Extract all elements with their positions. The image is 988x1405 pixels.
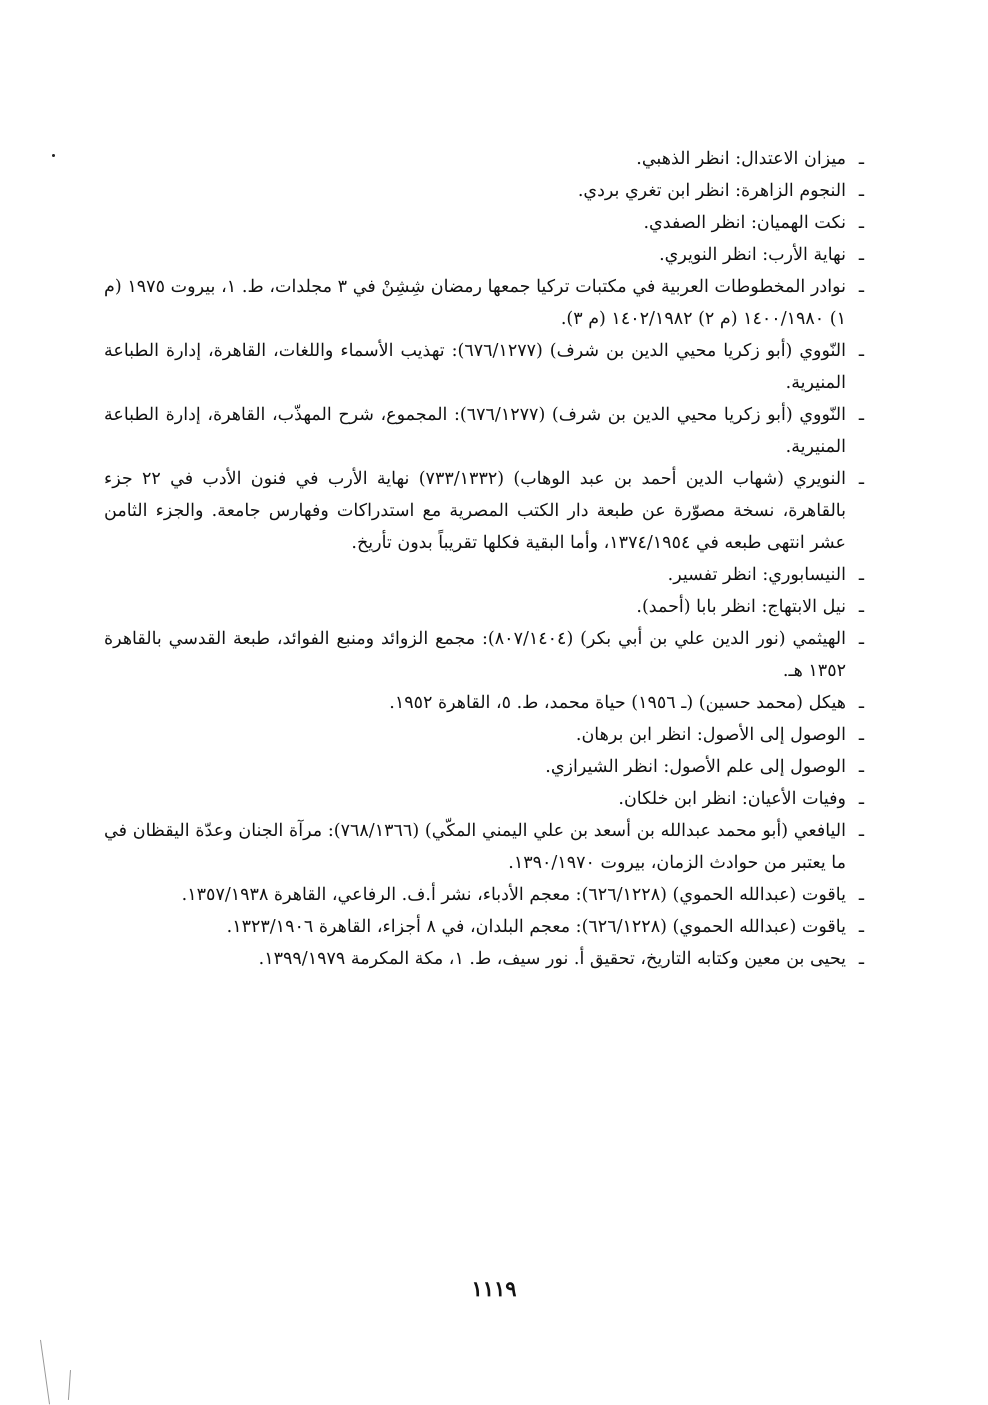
bibliography-entry (104, 751, 864, 783)
entry-text: ميزان الاعتدال: انظر الذهبي. (636, 149, 846, 169)
entry-text: النّووي (أبو زكريا محيي الدين بن شرف) (٦٧٦/١٢٧٧): المجموع، شرح المهذّب، القاهرة، إدارة الطباعة المنيرية. (104, 405, 847, 457)
entry-text: الوصول إلى علم الأصول: انظر الشيرازي. (545, 757, 846, 777)
entry-dash: ـ (858, 245, 864, 265)
entry-dash: ـ (858, 917, 864, 937)
bibliography-entry (104, 143, 864, 175)
bibliography-entry (104, 335, 864, 399)
entry-dash: ـ (858, 213, 864, 233)
entry-text: نكت الهميان: انظر الصفدي. (643, 213, 846, 233)
bibliography-entry (104, 239, 864, 271)
entry-text: نوادر المخطوطات العربية في مكتبات تركيا جمعها رمضان شِشِنْ في ٣ مجلدات، ط. ١، بيروت ١٩٧٥ (م ١) ١٤٠٠/١٩٨٠ (م ٢) ١٤٠٢/١٩٨٢ (م ٣). (104, 277, 847, 329)
entry-dash: ـ (858, 693, 864, 713)
scan-scratch (68, 1370, 71, 1400)
bibliography-entry (104, 591, 864, 623)
entry-text: النجوم الزاهرة: انظر ابن تغري بردي. (577, 181, 846, 201)
entry-text: ياقوت (عبدالله الحموي) (٦٢٦/١٢٢٨): معجم البلدان، في ٨ أجزاء، القاهرة ١٣٢٣/١٩٠٦. (226, 917, 846, 937)
bibliography-entry (104, 175, 864, 207)
bibliography-list (104, 143, 864, 975)
bibliography-entry (104, 879, 864, 911)
bibliography-entry (104, 783, 864, 815)
bibliography-entry (104, 207, 864, 239)
bibliography-entry (104, 399, 864, 463)
bibliography-entry (104, 719, 864, 751)
entry-dash: ـ (858, 949, 864, 969)
entry-dash: ـ (858, 277, 864, 297)
page-number: ١١١٩ (471, 1276, 517, 1301)
entry-text: النيسابوري: انظر تفسير. (667, 565, 846, 585)
bibliography-entry (104, 271, 864, 335)
entry-dash: ـ (858, 341, 864, 361)
entry-text: النّووي (أبو زكريا محيي الدين بن شرف) (٦٧٦/١٢٧٧): تهذيب الأسماء واللغات، القاهرة، إدارة الطباعة المنيرية. (104, 341, 847, 393)
entry-dash: ـ (858, 149, 864, 169)
entry-dash: ـ (858, 725, 864, 745)
entry-dash: ـ (858, 565, 864, 585)
entry-text: الوصول إلى الأصول: انظر ابن برهان. (575, 725, 846, 745)
bibliography-entry (104, 687, 864, 719)
entry-text: ياقوت (عبدالله الحموي) (٦٢٦/١٢٢٨): معجم الأدباء، نشر أ.ف. الرفاعي، القاهرة ١٣٥٧/١٩٣٨. (181, 885, 846, 905)
entry-text: النويري (شهاب الدين أحمد بن عبد الوهاب) (٧٣٣/١٣٣٢) نهاية الأرب في فنون الأدب في ٢٢ جزء بالقاهرة، نسخة مصوّرة عن طبعة دار الكتب المصرية مع استدراكات وفهارس جامعة. والجزء الثامن عشر انتهى طبعه في ١٣٧٤/١٩٥٤، وأما البقية فكلها تقريباً بدون تأريخ. (104, 469, 846, 553)
entry-dash: ـ (858, 885, 864, 905)
bibliography-entry (104, 815, 864, 879)
entry-dash: ـ (858, 181, 864, 201)
bibliography-entry (104, 559, 864, 591)
entry-text: هيكل (محمد حسين) (ـ ١٩٥٦) حياة محمد، ط. ٥، القاهرة ١٩٥٢. (389, 693, 846, 713)
entry-text: نهاية الأرب: انظر النويري. (659, 245, 846, 265)
entry-dash: ـ (858, 629, 864, 649)
bibliography-entry (104, 623, 864, 687)
entry-text: الهيثمي (نور الدين علي بن أبي بكر) (٨٠٧/١٤٠٤): مجمع الزوائد ومنبع الفوائد، طبعة القدسي بالقاهرة ١٣٥٢ هـ. (104, 629, 847, 681)
scan-speck (52, 154, 55, 157)
entry-text: يحيى بن معين وكتابه التاريخ، تحقيق أ. نور سيف، ط. ١، مكة المكرمة ١٣٩٩/١٩٧٩. (258, 949, 846, 969)
entry-dash: ـ (858, 405, 864, 425)
scan-scratch (40, 1340, 50, 1405)
bibliography-entry (104, 911, 864, 943)
entry-dash: ـ (858, 469, 864, 489)
bibliography-entry (104, 943, 864, 975)
entry-dash: ـ (858, 757, 864, 777)
entry-text: اليافعي (أبو محمد عبدالله بن أسعد بن علي اليمني المكّي) (٧٦٨/١٣٦٦): مرآة الجنان وعدّة اليقظان في ما يعتبر من حوادث الزمان، بيروت ١٣٩٠/١٩٧٠. (104, 821, 846, 873)
entry-dash: ـ (858, 789, 864, 809)
entry-text: وفيات الأعيان: انظر ابن خلكان. (618, 789, 846, 809)
bibliography-entry (104, 463, 864, 559)
entry-dash: ـ (858, 597, 864, 617)
entry-dash: ـ (858, 821, 864, 841)
entry-text: نيل الابتهاج: انظر بابا (أحمد). (636, 597, 846, 617)
